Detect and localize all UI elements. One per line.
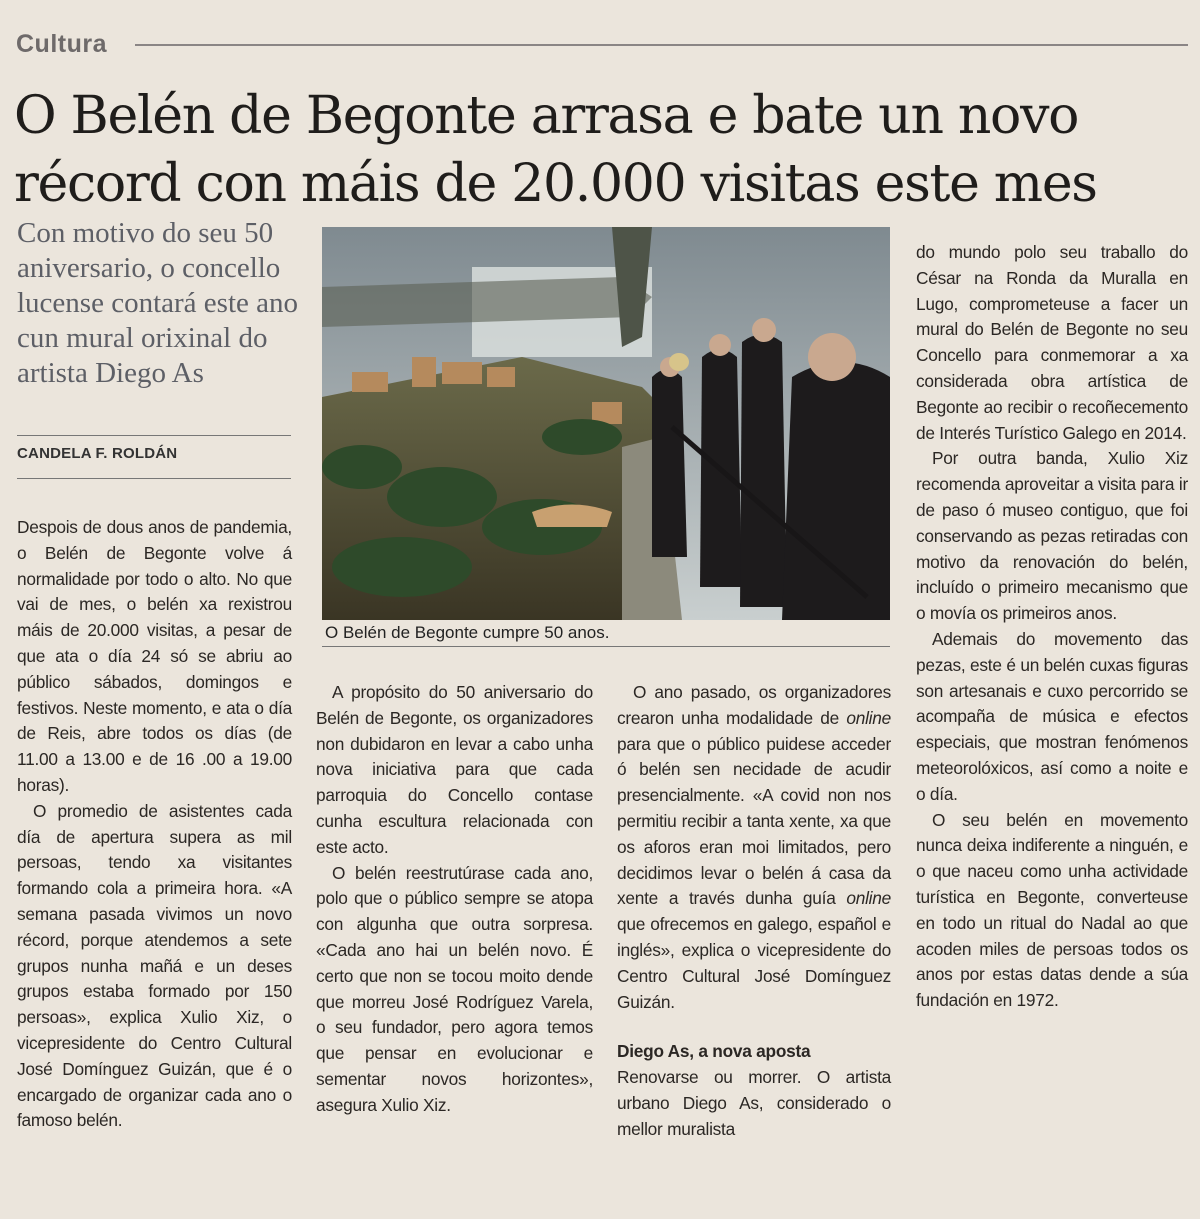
section-subtitle: Diego As, a nova aposta: [617, 1041, 811, 1062]
article-column-2: [316, 680, 593, 1119]
headline: [14, 82, 1194, 218]
section-label: Cultura: [16, 30, 107, 58]
paragraph: O belén reestrutúrase cada ano, polo que o público sempre se atopa con algunha que outra sorpresa. «Cada ano hai un belén novo. É certo que non se tocou moito dende que morreu José Rodríguez Varela, o seu fundador, pero agora temos que pensar en evolucionar e sementar novos horizontes», asegura Xulio Xiz.: [316, 862, 593, 1115]
caption-rule: [322, 646, 890, 647]
subhead: Con motivo do seu 50 aniversario, o concello lucense contará este ano cun mural orixinal do artista Diego As: [17, 217, 298, 389]
paragraph: Despois de dous anos de pandemia, o Belén de Begonte volve á normalidade por todo o alto. No que vai de mes, o belén xa rexistrou máis de 20.000 visitas, a pesar de que ata o día 24 só se abriu ao público sábados, domingos e festivos. Neste momento, e ata o día de Reis, abre todos os días (de 11.00 a 13.00 e de 16 .00 a 19.00 horas).: [17, 517, 292, 795]
text-run: para que o público puidese acceder ó belén sen necidade de acudir presencialmente. «A covid non nos permitiu recibir a tanta xente, xa que os aforos eran moi limitados, pero decidimos levar o belén á casa da xente a través dunha guía: [617, 733, 891, 909]
byline-rule-bottom: [17, 478, 291, 479]
article-column-3: [617, 680, 891, 1143]
text-run: O ano pasado, os organizadores crearon unha modalidade de: [617, 682, 891, 728]
byline-rule-top: [17, 435, 291, 436]
paragraph: Por outra banda, Xulio Xiz recomenda aproveitar a visita para ir de paso ó museo contiguo, que foi conservando as pezas retiradas con motivo da renovación do belén, incluído o primeiro mecanismo que o movía os primeiros anos.: [916, 448, 1188, 624]
paragraph: [617, 680, 891, 1015]
paragraph: Ademais do movemento das pezas, este é un belén cuxas figuras son artesanais e cuxo percorrido se acompaña de música e efectos especiais, que mostran fenómenos meteorolóxicos, así como a noite e o día.: [916, 628, 1188, 804]
paragraph: Renovarse ou morrer. O artista urbano Diego As, considerado o mellor muralista: [617, 1067, 891, 1139]
paragraph: do mundo polo seu traballo do César na Ronda da Muralla en Lugo, comprometeuse a facer un mural do Belén de Begonte no seu Concello para conmemorar a xa considerada obra artística de Begonte ao recibir o recoñecemento de Interés Turístico Galego en 2014.: [916, 242, 1188, 443]
paragraph: O seu belén en movemento nunca deixa indiferente a ninguén, e o que naceu como unha actividade turística en Begonte, converteuse en todo un ritual do Nadal ao que acoden miles de persoas todos os anos por estas datas dende a súa fundación en 1972.: [916, 809, 1188, 1011]
headline-line-2: récord con máis de 20.000 visitas este mes: [14, 154, 1097, 214]
nativity-scene-photo: [322, 227, 890, 620]
headline-line-1: O Belén de Begonte arrasa e bate un novo: [14, 86, 1079, 146]
section-rule: [135, 44, 1188, 46]
article-column-4: [916, 240, 1188, 1014]
photo-illustration: [322, 227, 890, 620]
online-term: online: [846, 707, 891, 728]
photo-caption: O Belén de Begonte cumpre 50 anos.: [325, 623, 610, 642]
text-run: que ofrecemos en galego, español e inglés», explica o vicepresidente do Centro Cultural José Domínguez Guizán.: [617, 914, 891, 1012]
online-term: online: [846, 888, 891, 909]
paragraph: O promedio de asistentes cada día de apertura supera as mil persoas, tendo xa visitantes formando cola a primeira hora. «A semana pasada vivimos un novo récord, porque atendemos a sete grupos nunha mañá e un deses grupos estaba formado por 150 persoas», explica Xulio Xiz, o vicepresidente do Centro Cultural José Domínguez Guizán, que é o encargado de organizar cada ano o famoso belén.: [17, 800, 292, 1131]
paragraph: A propósito do 50 aniversario do Belén de Begonte, os organizadores non dubidaron en levar a cabo unha nova iniciativa para que cada parroquia do Concello contase cunha escultura relacionada con este acto.: [316, 682, 593, 857]
article-column-1: [17, 515, 292, 1134]
byline: CANDELA F. ROLDÁN: [17, 445, 178, 462]
